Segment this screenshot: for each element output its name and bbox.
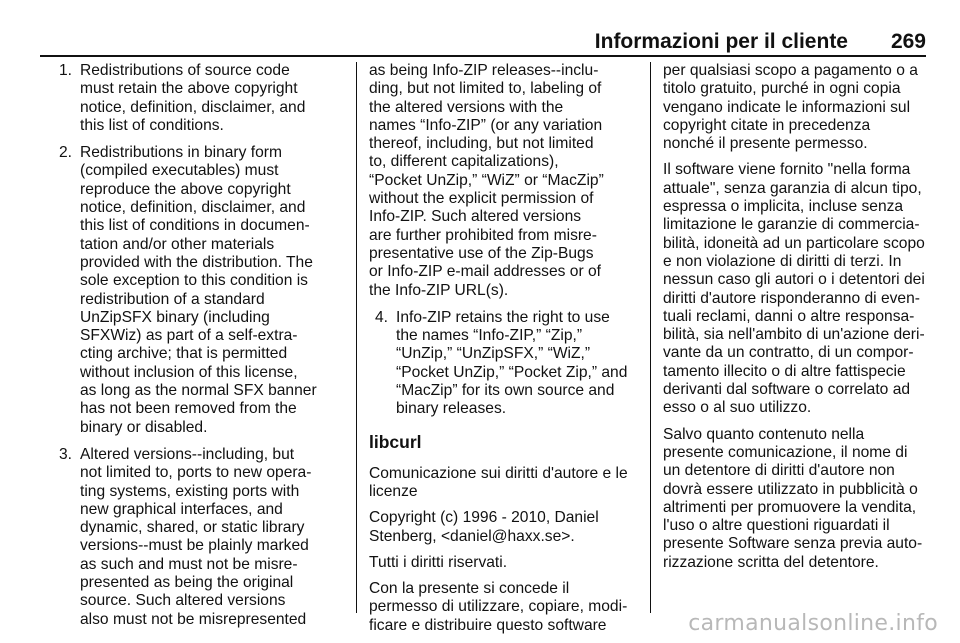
text-line: names “Info-ZIP” (or any variation — [369, 116, 603, 134]
text-line: esso o al suo utilizzo. — [663, 399, 812, 417]
text-line: “MacZip” for its own source and — [396, 382, 615, 400]
text-line: presente comunicazione, il nome di — [663, 443, 908, 461]
text-line: tamento illecito o di altre fattispecie — [663, 362, 906, 380]
text-line: Salvo quanto contenuto nella — [663, 425, 865, 443]
text-line: Redistributions in binary form — [80, 144, 282, 162]
text-line: not limited to, ports to new opera‐ — [80, 464, 312, 482]
text-line: sole exception to this condition is — [80, 272, 308, 290]
text-line: “Pocket UnZip,” “WiZ” or “MacZip” — [369, 171, 604, 189]
text-line: rizzazione scritta del detentore. — [663, 553, 879, 571]
paragraph — [663, 62, 929, 153]
text-line: notice, definition, disclaimer, and — [80, 199, 306, 217]
list-item — [59, 445, 348, 629]
text-line: the names “Info-ZIP,” “Zip,” — [396, 327, 583, 345]
text-line: notice, definition, disclaimer, and — [80, 98, 306, 116]
text-line: vengano indicate le informazioni sul — [663, 98, 911, 116]
text-line: Il software viene fornito "nella forma — [663, 161, 911, 179]
watermark-text: carmanualsonline.info — [688, 611, 938, 636]
text-line: the altered versions with the — [369, 98, 564, 116]
text-line: licenze — [369, 482, 418, 500]
text-line: Info-ZIP. Such altered versions — [369, 208, 582, 226]
text-line: e non violazione di diritti di terzi. In — [663, 252, 902, 270]
list-item-number: 1. — [59, 62, 73, 79]
column-3 — [663, 62, 929, 580]
text-line: permesso di utilizzare, copiare, modi‐ — [369, 598, 628, 616]
text-line: also must not be misrepresented — [80, 610, 307, 628]
text-line: copyright citate in precedenza — [663, 116, 871, 134]
list-item-number: 2. — [59, 144, 73, 162]
text-line: must retain the above copyright — [80, 80, 298, 98]
text-line: without inclusion of this license, — [80, 363, 298, 381]
text-line: provided with the distribution. The — [80, 253, 313, 271]
list-item-continuation — [369, 62, 636, 300]
text-line: source. Such altered versions — [80, 592, 286, 610]
text-line: presentative use of the Zip-Bugs — [369, 244, 594, 262]
text-line: ding, but not limited to, labeling of — [369, 80, 602, 98]
text-line: or Info-ZIP e-mail addresses or of — [369, 263, 601, 281]
text-line: titolo gratuito, purché in ogni copia — [663, 80, 901, 98]
text-line: the Info-ZIP URL(s). — [369, 281, 509, 299]
column-1 — [59, 62, 348, 638]
text-line: dynamic, shared, or static library — [80, 519, 305, 537]
paragraph — [663, 161, 929, 417]
text-line: l'uso o altre questioni riguardati il — [663, 517, 890, 535]
text-line: “UnZip,” “UnZipSFX,” “WiZ,” — [396, 345, 591, 363]
text-line: (compiled executables) must — [80, 162, 279, 180]
page-number: 269 — [890, 30, 926, 53]
text-line: Redistributions of source code — [80, 62, 290, 79]
text-line: are further prohibited from misre‐ — [369, 226, 597, 244]
text-line: “Pocket UnZip,” “Pocket Zip,” and — [396, 363, 628, 381]
text-line: this list of conditions in documen‐ — [80, 217, 310, 235]
page-title: Informazioni per il cliente — [594, 30, 848, 53]
text-line: binary or disabled. — [80, 418, 208, 436]
text-line: attuale", senza garanzia di alcun tipo, — [663, 179, 922, 197]
text-line: limitazione le garanzie di commercia‐ — [663, 216, 920, 234]
text-line: without the explicit permission of — [369, 190, 594, 208]
text-line: ting systems, existing ports with — [80, 482, 300, 500]
paragraph — [663, 426, 929, 572]
paragraph — [369, 465, 636, 502]
text-line: SFXWiz) as part of a self-extra‐ — [80, 327, 298, 345]
text-line: to, different capitalizations), — [369, 153, 559, 171]
text-line: as long as the normal SFX banner — [80, 382, 317, 400]
text-line: per qualsiasi scopo a pagamento o a — [663, 62, 918, 79]
list-item-number: 4. — [375, 308, 389, 326]
text-line: bilità, sia nell'ambito di un'azione deri‐ — [663, 326, 925, 344]
text-line: has not been removed from the — [80, 400, 297, 418]
paragraph — [369, 580, 636, 635]
list-item — [59, 144, 348, 437]
text-line: Altered versions--including, but — [80, 445, 295, 463]
text-line: Con la presente si concede il — [369, 580, 570, 598]
column-divider — [356, 62, 357, 613]
text-line: nonché il presente permesso. — [663, 135, 868, 153]
list-item — [369, 309, 636, 419]
text-line: new graphical interfaces, and — [80, 500, 283, 518]
text-line: binary releases. — [396, 400, 507, 418]
text-line: diritti d'autore risponderanno di even‐ — [663, 289, 920, 307]
text-line: dovrà essere utilizzato in pubblicità o — [663, 480, 918, 498]
text-line: as such and must not be misre‐ — [80, 555, 298, 573]
text-line: Tutti i diritti riservati. — [369, 553, 508, 571]
text-line: cting archive; that is permitted — [80, 345, 288, 363]
text-line: bilità, idoneità ad un particolare scopo — [663, 234, 925, 252]
list-item — [59, 62, 348, 135]
column-2 — [369, 62, 636, 643]
text-line: espressa o implicita, incluse senza — [663, 198, 904, 216]
text-line: as being Info-ZIP releases--inclu‐ — [369, 62, 599, 79]
text-line: presente Software senza previa auto‐ — [663, 535, 923, 553]
text-line: ficare e distribuire questo software — [369, 616, 607, 634]
text-line: Stenberg, <daniel@haxx.se>. — [369, 527, 575, 545]
text-line: Info-ZIP retains the right to use — [396, 308, 610, 326]
text-line: this list of conditions. — [80, 116, 224, 134]
text-line: tuali reclami, danni o altre responsa‐ — [663, 307, 915, 325]
text-line: presented as being the original — [80, 574, 294, 592]
text-line: altrimenti per promuovere la vendita, — [663, 498, 917, 516]
text-line: vante da un contratto, di un compor‐ — [663, 344, 914, 362]
paragraph — [369, 554, 636, 572]
page-header — [40, 24, 926, 57]
text-line: un detentore di diritti d'autore non — [663, 462, 895, 480]
text-line: versions--must be plainly marked — [80, 537, 309, 555]
paragraph — [369, 509, 636, 546]
column-divider — [650, 62, 651, 613]
text-line: Copyright (c) 1996 - 2010, Daniel — [369, 509, 599, 527]
text-line: thereof, including, but not limited — [369, 135, 594, 153]
text-line: derivanti dal software o correlato ad — [663, 381, 911, 399]
text-line: UnZipSFX binary (including — [80, 308, 270, 326]
section-heading: libcurl — [369, 431, 422, 452]
text-line: Comunicazione sui diritti d'autore e le — [369, 464, 628, 482]
text-line: tation and/or other materials — [80, 235, 275, 253]
text-line: reproduce the above copyright — [80, 180, 291, 198]
text-line: redistribution of a standard — [80, 290, 265, 308]
text-line: nessun caso gli autori o i detentori dei — [663, 271, 925, 289]
list-item-number: 3. — [59, 445, 73, 463]
